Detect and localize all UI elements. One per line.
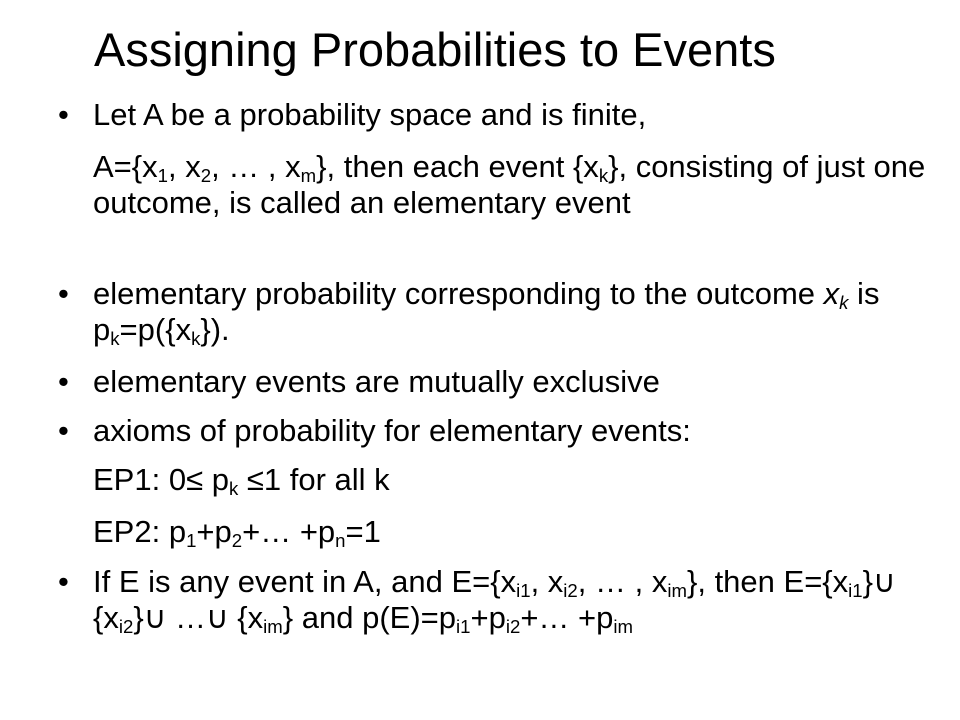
axiom-ep2: EP2: $p_1+p_2+\dots +p_n=1$ — [93, 514, 381, 551]
bullet-marker: • — [58, 564, 69, 599]
bullet-marker: • — [58, 97, 69, 132]
bullet-marker: • — [58, 276, 69, 311]
axioms-heading-text: axioms of probability for elementary events: — [93, 413, 691, 448]
elementary-event-definition: $A=\{x_1$, $x_2$, … , $x_m$}, then each event $\{x_k\}$, consisting of just one outcome, is called an elementary event — [93, 149, 926, 220]
axiom-ep1: EP1: $0\le p_k \le 1$ for all k — [93, 462, 390, 499]
slide-title: Assigning Probabilities to Events — [94, 23, 776, 76]
bullet-marker: • — [58, 413, 69, 448]
mutually-exclusive-text: elementary events are mutually exclusive — [93, 364, 660, 399]
bullet-marker: • — [58, 364, 69, 399]
finite-space-text: Let A be a probability space and is finite, — [93, 97, 647, 132]
event-probability-text: If E is any event in A, and $E=\{x_{i1}$, $x_{i2}$, … , $x_{im}$}, then $E=\{x_{i1}\}\cup$ $\{x_{i2}\}\cup$ …∪ $\{x_{im}\}$ and $p(E)=p_{i1}+p_{i2}+\dots +p_{im}$ — [93, 564, 896, 637]
elementary-probability-text: elementary probability corresponding to the outcome $x_k$ is $p_k=p(\{x_k\})$. — [93, 276, 880, 349]
